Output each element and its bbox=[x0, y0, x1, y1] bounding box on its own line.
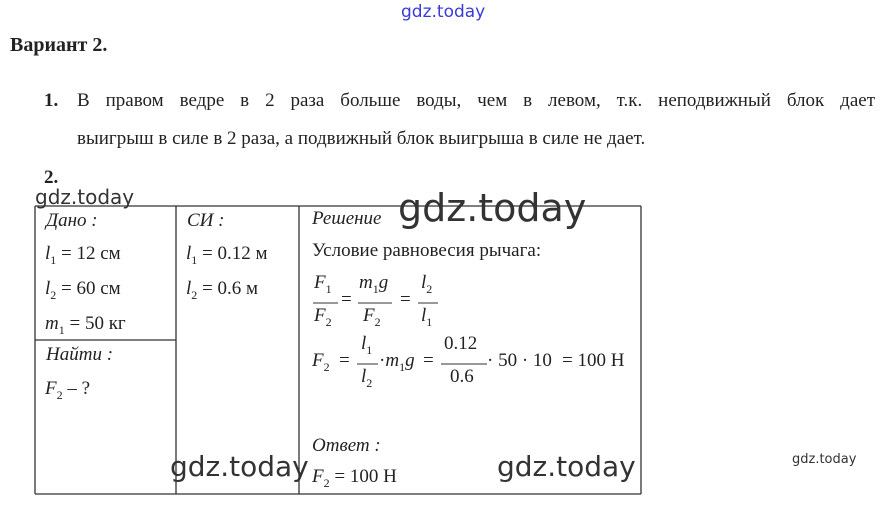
watermark: gdz.today bbox=[792, 452, 857, 467]
equilibrium-condition: Условие равновесия рычага: bbox=[312, 240, 542, 261]
answer-text-line-2: выигрыш в силе в 2 раза, а подвижный блок выигрыша в силе не дает. bbox=[77, 128, 646, 149]
answer-text-line-1: В правом ведре в 2 раза больше воды, чем в левом, т.к. неподвижный блок дает bbox=[77, 90, 875, 111]
item-number-2: 2. bbox=[44, 167, 59, 188]
find-f2: $F_2$ – ? bbox=[45, 378, 91, 402]
answer-value: $F_2 = 100$ Н bbox=[312, 466, 397, 490]
find-label: Найти : bbox=[46, 344, 114, 365]
si-label: СИ : bbox=[187, 210, 225, 231]
answer-label: Ответ : bbox=[312, 435, 381, 456]
page-title: Вариант 2. bbox=[10, 34, 108, 56]
given-l2: $l_2 = 60$ см bbox=[45, 278, 121, 302]
watermark: gdz.today bbox=[497, 450, 636, 483]
si-l2: $l_2 = 0.6$ м bbox=[186, 278, 259, 302]
given-m1: $m_1 = 50$ кг bbox=[45, 313, 126, 337]
given-label: Дано : bbox=[46, 210, 98, 231]
item-number-1: 1. bbox=[44, 90, 59, 111]
si-l1: $l_1 = 0.12$ м bbox=[186, 243, 268, 267]
given-l1: $l_1 = 12$ см bbox=[45, 243, 121, 267]
watermark: gdz.today bbox=[35, 185, 135, 209]
watermark: gdz.today bbox=[170, 450, 309, 483]
watermark: gdz.today bbox=[401, 2, 486, 22]
solution-label: Решение bbox=[312, 208, 382, 229]
watermark: gdz.today bbox=[398, 186, 587, 230]
